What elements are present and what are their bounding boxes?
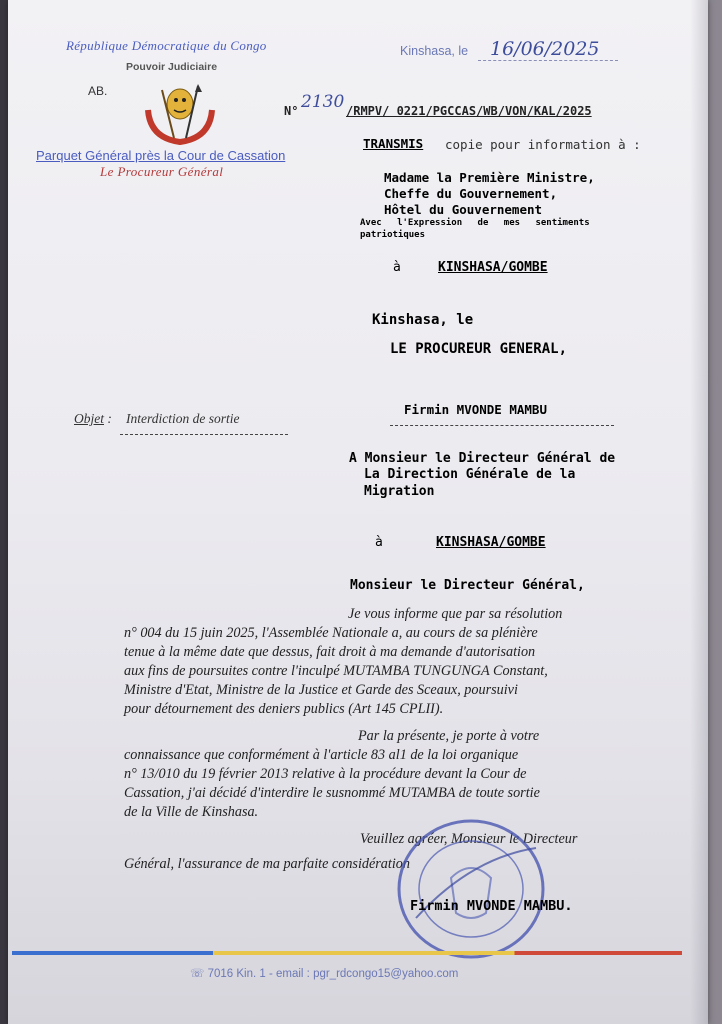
phone-icon: ☏: [190, 968, 205, 980]
para2-line1: Par la présente, je porte à votre: [358, 728, 540, 744]
a-marker-1: à: [393, 260, 401, 275]
date-handwritten: 16/06/2025: [490, 38, 600, 60]
transmis-label: TRANSMIS: [363, 136, 424, 151]
para1-line3: tenue à la même date que dessus, fait droit à ma demande d'autorisation: [124, 644, 536, 660]
judicial-power: Pouvoir Judiciaire: [126, 61, 218, 73]
prosecutor-title-red: Le Procureur Général: [100, 164, 224, 179]
para2-line4: Cassation, j'ai décidé d'interdire le susnommé MUTAMBA de toute sortie: [124, 785, 540, 801]
document-page: [8, 0, 708, 1024]
footer-contact-text: 7016 Kin. 1 - email : pgr_rdcongo15@yahoo.com: [207, 968, 459, 980]
para2-line3: n° 13/010 du 19 février 2013 relative à la procédure devant la Cour de: [124, 766, 527, 782]
para1-line5: Ministre d'Etat, Ministre de la Justice et Garde des Sceaux, poursuivi: [124, 682, 518, 698]
closing-line1: Veuillez agréer, Monsieur le Directeur: [360, 831, 578, 847]
recipient-note-1: Avec l'Expression de mes sentiments: [360, 218, 590, 228]
country-header: République Démocratique du Congo: [66, 38, 267, 53]
reference-number: 2130: [301, 92, 345, 112]
closing-line2: Général, l'assurance de ma parfaite considération: [124, 856, 410, 872]
recipient-line-3: Hôtel du Gouvernement: [384, 202, 543, 217]
institution-name: Parquet Général près la Cour de Cassation: [36, 148, 286, 163]
signatory-name-bottom: Firmin MVONDE MAMBU.: [410, 898, 573, 914]
para1-line2: n° 004 du 15 juin 2025, l'Assemblée Nationale a, au cours de sa plénière: [124, 625, 538, 641]
objet-word: Objet: [74, 411, 104, 426]
reference-prefix: N°: [284, 104, 299, 118]
signatory-name-top: Firmin MVONDE MAMBU: [404, 402, 547, 417]
recipient-line-2: Cheffe du Gouvernement,: [384, 186, 558, 201]
a-marker-2: à: [375, 535, 383, 550]
signatory-line: [390, 425, 614, 426]
addressee-line-1: A Monsieur le Directeur Général de: [349, 451, 616, 466]
transmis-text: copie pour information à :: [445, 137, 641, 152]
objet-label: Objet :: [74, 411, 112, 426]
objet-value: Interdiction de sortie: [126, 411, 240, 426]
para2-line2: connaissance que conformément à l'article 83 al1 de la loi organique: [124, 747, 519, 763]
recipient-line-1: Madame la Première Ministre,: [384, 170, 595, 185]
procureur-general-heading: LE PROCUREUR GENERAL,: [390, 341, 568, 357]
ab-note: AB.: [88, 84, 108, 98]
destination-2: KINSHASA/GOMBE: [436, 535, 546, 550]
date-line: [478, 60, 618, 61]
coat-of-arms-icon: [140, 80, 220, 150]
para1-line1: Je vous informe que par sa résolution: [348, 606, 563, 622]
salutation: Monsieur le Directeur Général,: [350, 578, 585, 593]
flag-stripe: [12, 951, 682, 955]
date-label: Kinshasa, le: [400, 44, 469, 58]
para1-line6: pour détournement des deniers publics (Art 145 CPLII).: [124, 701, 444, 717]
recipient-note-2: patriotiques: [360, 230, 426, 240]
objet-line: [120, 434, 288, 435]
kinshasa-le: Kinshasa, le: [372, 312, 474, 328]
para1-line4: aux fins de poursuites contre l'inculpé MUTAMBA TUNGUNGA Constant,: [124, 663, 548, 679]
destination-1: KINSHASA/GOMBE: [438, 260, 548, 275]
addressee-line-3: Migration: [364, 484, 435, 499]
para2-line5: de la Ville de Kinshasa.: [124, 804, 259, 820]
reference-code: /RMPV/ 0221/PGCCAS/WB/VON/KAL/2025: [346, 104, 592, 118]
addressee-line-2: La Direction Générale de la: [364, 467, 576, 482]
footer-contact: [190, 966, 458, 980]
official-stamp-icon: [396, 818, 546, 960]
